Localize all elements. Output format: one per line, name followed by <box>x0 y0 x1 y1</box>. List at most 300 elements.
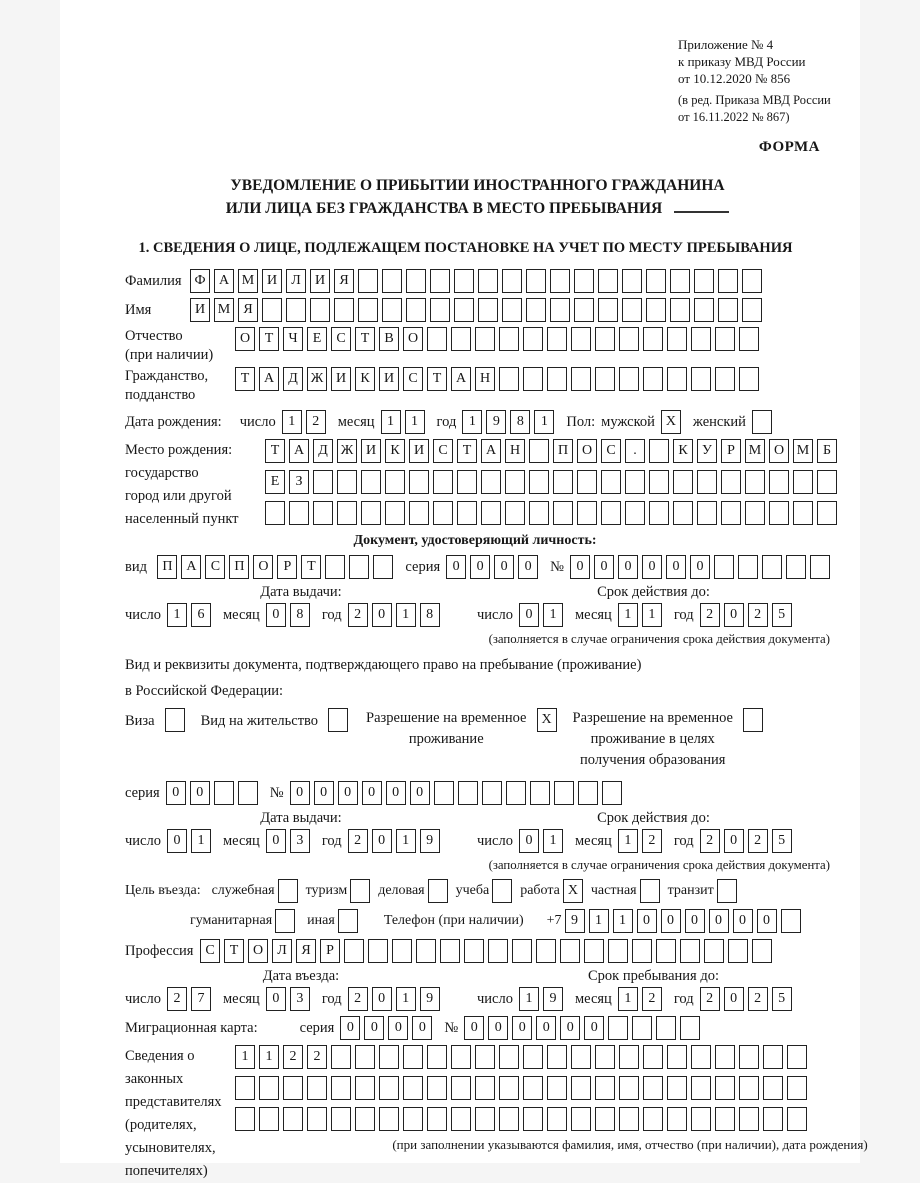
form-cell[interactable] <box>403 1107 423 1131</box>
form-cell[interactable]: К <box>673 439 693 463</box>
form-cell[interactable] <box>739 1076 759 1100</box>
form-cell[interactable] <box>571 1045 591 1069</box>
form-cell[interactable] <box>694 298 714 322</box>
form-cell[interactable] <box>427 1107 447 1131</box>
form-cell[interactable] <box>547 327 567 351</box>
form-cell[interactable]: 3 <box>290 987 310 1011</box>
form-cell[interactable] <box>608 1016 628 1040</box>
form-cell[interactable] <box>440 939 460 963</box>
form-cell[interactable] <box>403 1045 423 1069</box>
form-cell[interactable] <box>571 327 591 351</box>
form-cell[interactable] <box>571 1107 591 1131</box>
form-cell[interactable]: Я <box>238 298 258 322</box>
form-cell[interactable] <box>691 367 711 391</box>
form-cell[interactable]: 0 <box>637 909 657 933</box>
form-cell[interactable] <box>475 1076 495 1100</box>
form-cell[interactable]: 0 <box>584 1016 604 1040</box>
form-cell[interactable]: Ж <box>307 367 327 391</box>
form-cell[interactable] <box>745 501 765 525</box>
form-cell[interactable] <box>286 298 306 322</box>
form-cell[interactable] <box>595 1076 615 1100</box>
form-cell[interactable]: 0 <box>190 781 210 805</box>
form-cell[interactable]: 0 <box>372 829 392 853</box>
form-cell[interactable] <box>667 327 687 351</box>
form-cell[interactable] <box>595 367 615 391</box>
form-cell[interactable]: Р <box>721 439 741 463</box>
form-cell[interactable]: М <box>238 269 258 293</box>
form-cell[interactable] <box>602 781 622 805</box>
form-cell[interactable]: И <box>331 367 351 391</box>
form-cell[interactable]: 0 <box>518 555 538 579</box>
form-cell[interactable] <box>523 1107 543 1131</box>
form-cell[interactable] <box>691 1076 711 1100</box>
form-cell[interactable] <box>680 939 700 963</box>
form-cell[interactable] <box>739 1107 759 1131</box>
form-cell[interactable] <box>752 939 772 963</box>
form-cell[interactable] <box>643 1045 663 1069</box>
form-cell[interactable] <box>643 327 663 351</box>
form-cell[interactable]: И <box>190 298 210 322</box>
form-cell[interactable] <box>499 1076 519 1100</box>
form-cell[interactable]: А <box>214 269 234 293</box>
form-cell[interactable] <box>667 1107 687 1131</box>
purpose-humanitarian-checkbox[interactable] <box>275 909 295 933</box>
form-cell[interactable] <box>601 470 621 494</box>
form-cell[interactable] <box>526 269 546 293</box>
form-cell[interactable]: 1 <box>543 603 563 627</box>
form-cell[interactable] <box>344 939 364 963</box>
form-cell[interactable]: Р <box>277 555 297 579</box>
form-cell[interactable]: 6 <box>191 603 211 627</box>
form-cell[interactable] <box>649 501 669 525</box>
form-cell[interactable] <box>550 298 570 322</box>
form-cell[interactable]: 0 <box>642 555 662 579</box>
form-cell[interactable] <box>392 939 412 963</box>
form-cell[interactable] <box>458 781 478 805</box>
form-cell[interactable]: К <box>355 367 375 391</box>
female-checkbox[interactable] <box>752 410 772 434</box>
form-cell[interactable]: И <box>379 367 399 391</box>
form-cell[interactable] <box>262 298 282 322</box>
form-cell[interactable]: 1 <box>618 829 638 853</box>
form-cell[interactable] <box>550 269 570 293</box>
form-cell[interactable] <box>598 298 618 322</box>
form-cell[interactable] <box>574 269 594 293</box>
form-cell[interactable]: 2 <box>748 603 768 627</box>
form-cell[interactable]: 0 <box>338 781 358 805</box>
form-cell[interactable] <box>512 939 532 963</box>
form-cell[interactable]: 1 <box>618 987 638 1011</box>
form-cell[interactable]: 1 <box>259 1045 279 1069</box>
form-cell[interactable]: 0 <box>560 1016 580 1040</box>
form-cell[interactable] <box>646 298 666 322</box>
form-cell[interactable] <box>482 781 502 805</box>
form-cell[interactable]: 1 <box>534 410 554 434</box>
form-cell[interactable]: 9 <box>420 987 440 1011</box>
form-cell[interactable]: 0 <box>594 555 614 579</box>
form-cell[interactable] <box>632 1016 652 1040</box>
form-cell[interactable] <box>475 1045 495 1069</box>
form-cell[interactable]: 1 <box>282 410 302 434</box>
form-cell[interactable]: 0 <box>340 1016 360 1040</box>
form-cell[interactable] <box>457 470 477 494</box>
form-cell[interactable] <box>781 909 801 933</box>
form-cell[interactable]: 5 <box>772 829 792 853</box>
form-cell[interactable] <box>379 1076 399 1100</box>
form-cell[interactable] <box>670 298 690 322</box>
form-cell[interactable]: 0 <box>362 781 382 805</box>
form-cell[interactable] <box>406 298 426 322</box>
form-cell[interactable]: А <box>451 367 471 391</box>
form-cell[interactable] <box>656 939 676 963</box>
form-cell[interactable]: Т <box>427 367 447 391</box>
form-cell[interactable] <box>769 470 789 494</box>
form-cell[interactable] <box>577 501 597 525</box>
form-cell[interactable] <box>331 1076 351 1100</box>
rvp-education-checkbox[interactable] <box>743 708 763 732</box>
form-cell[interactable]: Н <box>505 439 525 463</box>
form-cell[interactable] <box>673 501 693 525</box>
form-cell[interactable]: Д <box>313 439 333 463</box>
male-checkbox[interactable]: X <box>661 410 681 434</box>
form-cell[interactable] <box>601 501 621 525</box>
form-cell[interactable]: 1 <box>519 987 539 1011</box>
form-cell[interactable] <box>307 1107 327 1131</box>
form-cell[interactable] <box>409 501 429 525</box>
form-cell[interactable] <box>619 1076 639 1100</box>
purpose-work-checkbox[interactable]: X <box>563 879 583 903</box>
form-cell[interactable]: 0 <box>290 781 310 805</box>
form-cell[interactable] <box>667 367 687 391</box>
form-cell[interactable] <box>331 1045 351 1069</box>
form-cell[interactable] <box>547 367 567 391</box>
form-cell[interactable] <box>625 470 645 494</box>
form-cell[interactable]: Ф <box>190 269 210 293</box>
form-cell[interactable]: 9 <box>543 987 563 1011</box>
form-cell[interactable] <box>547 1076 567 1100</box>
form-cell[interactable] <box>382 269 402 293</box>
form-cell[interactable]: 1 <box>396 829 416 853</box>
form-cell[interactable]: Д <box>283 367 303 391</box>
form-cell[interactable] <box>214 781 234 805</box>
form-cell[interactable] <box>697 470 717 494</box>
form-cell[interactable]: 0 <box>709 909 729 933</box>
form-cell[interactable] <box>523 327 543 351</box>
form-cell[interactable] <box>502 298 522 322</box>
form-cell[interactable] <box>577 470 597 494</box>
form-cell[interactable]: 7 <box>191 987 211 1011</box>
form-cell[interactable] <box>427 1045 447 1069</box>
form-cell[interactable]: 1 <box>618 603 638 627</box>
form-cell[interactable]: Я <box>296 939 316 963</box>
form-cell[interactable]: 0 <box>372 603 392 627</box>
form-cell[interactable]: 0 <box>166 781 186 805</box>
form-cell[interactable] <box>259 1076 279 1100</box>
form-cell[interactable] <box>529 501 549 525</box>
form-cell[interactable] <box>481 470 501 494</box>
form-cell[interactable]: 2 <box>642 829 662 853</box>
form-cell[interactable] <box>742 269 762 293</box>
form-cell[interactable]: А <box>259 367 279 391</box>
form-cell[interactable]: 5 <box>772 603 792 627</box>
form-cell[interactable] <box>427 1076 447 1100</box>
form-cell[interactable] <box>667 1076 687 1100</box>
form-cell[interactable] <box>704 939 724 963</box>
form-cell[interactable] <box>786 555 806 579</box>
form-cell[interactable] <box>553 501 573 525</box>
form-cell[interactable]: П <box>157 555 177 579</box>
form-cell[interactable]: Т <box>355 327 375 351</box>
form-cell[interactable]: З <box>289 470 309 494</box>
form-cell[interactable] <box>595 1107 615 1131</box>
purpose-business-checkbox[interactable] <box>428 879 448 903</box>
form-cell[interactable] <box>368 939 388 963</box>
form-cell[interactable]: О <box>577 439 597 463</box>
form-cell[interactable]: Ч <box>283 327 303 351</box>
form-cell[interactable] <box>433 470 453 494</box>
form-cell[interactable]: 0 <box>167 829 187 853</box>
form-cell[interactable]: О <box>248 939 268 963</box>
form-cell[interactable] <box>584 939 604 963</box>
form-cell[interactable]: 0 <box>266 987 286 1011</box>
form-cell[interactable] <box>505 501 525 525</box>
form-cell[interactable]: 1 <box>396 987 416 1011</box>
form-cell[interactable]: 1 <box>167 603 187 627</box>
form-cell[interactable] <box>738 555 758 579</box>
form-cell[interactable] <box>403 1076 423 1100</box>
form-cell[interactable] <box>625 501 645 525</box>
form-cell[interactable] <box>553 470 573 494</box>
form-cell[interactable] <box>481 501 501 525</box>
form-cell[interactable]: Е <box>265 470 285 494</box>
form-cell[interactable]: 8 <box>290 603 310 627</box>
form-cell[interactable]: Т <box>224 939 244 963</box>
form-cell[interactable]: 0 <box>364 1016 384 1040</box>
form-cell[interactable] <box>715 327 735 351</box>
form-cell[interactable] <box>762 555 782 579</box>
form-cell[interactable] <box>430 298 450 322</box>
form-cell[interactable] <box>313 501 333 525</box>
form-cell[interactable] <box>745 470 765 494</box>
form-cell[interactable]: 5 <box>772 987 792 1011</box>
form-cell[interactable] <box>433 501 453 525</box>
form-cell[interactable] <box>643 1107 663 1131</box>
form-cell[interactable] <box>331 1107 351 1131</box>
form-cell[interactable] <box>430 269 450 293</box>
form-cell[interactable] <box>721 470 741 494</box>
form-cell[interactable] <box>595 1045 615 1069</box>
form-cell[interactable] <box>670 269 690 293</box>
form-cell[interactable] <box>478 298 498 322</box>
form-cell[interactable] <box>454 298 474 322</box>
form-cell[interactable]: 9 <box>486 410 506 434</box>
form-cell[interactable] <box>464 939 484 963</box>
form-cell[interactable] <box>505 470 525 494</box>
form-cell[interactable]: 0 <box>733 909 753 933</box>
form-cell[interactable] <box>571 367 591 391</box>
form-cell[interactable] <box>361 470 381 494</box>
form-cell[interactable]: К <box>385 439 405 463</box>
form-cell[interactable]: О <box>769 439 789 463</box>
form-cell[interactable] <box>283 1107 303 1131</box>
form-cell[interactable]: 3 <box>290 829 310 853</box>
form-cell[interactable]: В <box>379 327 399 351</box>
form-cell[interactable]: 0 <box>410 781 430 805</box>
form-cell[interactable]: 1 <box>613 909 633 933</box>
form-cell[interactable]: Т <box>457 439 477 463</box>
form-cell[interactable] <box>385 470 405 494</box>
residence-permit-checkbox[interactable] <box>328 708 348 732</box>
form-cell[interactable] <box>739 327 759 351</box>
form-cell[interactable] <box>355 1107 375 1131</box>
form-cell[interactable] <box>499 1045 519 1069</box>
form-cell[interactable]: 2 <box>700 603 720 627</box>
form-cell[interactable] <box>358 269 378 293</box>
form-cell[interactable]: М <box>214 298 234 322</box>
form-cell[interactable] <box>235 1107 255 1131</box>
form-cell[interactable]: М <box>745 439 765 463</box>
form-cell[interactable] <box>715 367 735 391</box>
form-cell[interactable] <box>643 1076 663 1100</box>
form-cell[interactable]: 2 <box>700 987 720 1011</box>
form-cell[interactable] <box>358 298 378 322</box>
form-cell[interactable] <box>523 1076 543 1100</box>
form-cell[interactable]: 0 <box>412 1016 432 1040</box>
form-cell[interactable] <box>499 367 519 391</box>
purpose-transit-checkbox[interactable] <box>717 879 737 903</box>
form-cell[interactable]: 0 <box>386 781 406 805</box>
form-cell[interactable]: 0 <box>494 555 514 579</box>
form-cell[interactable] <box>235 1076 255 1100</box>
form-cell[interactable]: 0 <box>661 909 681 933</box>
form-cell[interactable] <box>529 439 549 463</box>
form-cell[interactable] <box>265 501 285 525</box>
form-cell[interactable] <box>608 939 628 963</box>
form-cell[interactable] <box>379 1107 399 1131</box>
form-cell[interactable]: 2 <box>167 987 187 1011</box>
form-cell[interactable] <box>578 781 598 805</box>
form-cell[interactable]: С <box>200 939 220 963</box>
form-cell[interactable]: Л <box>286 269 306 293</box>
form-cell[interactable]: 0 <box>536 1016 556 1040</box>
form-cell[interactable]: Р <box>320 939 340 963</box>
form-cell[interactable]: 1 <box>462 410 482 434</box>
form-cell[interactable]: 2 <box>748 829 768 853</box>
form-cell[interactable]: А <box>181 555 201 579</box>
form-cell[interactable] <box>787 1045 807 1069</box>
form-cell[interactable]: 2 <box>348 603 368 627</box>
form-cell[interactable] <box>547 1107 567 1131</box>
form-cell[interactable]: 2 <box>700 829 720 853</box>
form-cell[interactable]: 9 <box>565 909 585 933</box>
rvp-checkbox[interactable]: X <box>537 708 557 732</box>
form-cell[interactable] <box>793 501 813 525</box>
form-cell[interactable] <box>289 501 309 525</box>
form-cell[interactable]: 0 <box>519 829 539 853</box>
form-cell[interactable] <box>787 1107 807 1131</box>
form-cell[interactable] <box>325 555 345 579</box>
form-cell[interactable] <box>787 1076 807 1100</box>
form-cell[interactable]: 0 <box>519 603 539 627</box>
form-cell[interactable]: П <box>229 555 249 579</box>
purpose-study-checkbox[interactable] <box>492 879 512 903</box>
form-cell[interactable]: Л <box>272 939 292 963</box>
form-cell[interactable] <box>656 1016 676 1040</box>
form-cell[interactable] <box>632 939 652 963</box>
form-cell[interactable] <box>793 470 813 494</box>
form-cell[interactable] <box>718 269 738 293</box>
form-cell[interactable]: У <box>697 439 717 463</box>
form-cell[interactable] <box>728 939 748 963</box>
form-cell[interactable] <box>499 327 519 351</box>
form-cell[interactable]: Ж <box>337 439 357 463</box>
purpose-tourism-checkbox[interactable] <box>350 879 370 903</box>
form-cell[interactable]: . <box>625 439 645 463</box>
form-cell[interactable] <box>409 470 429 494</box>
form-cell[interactable] <box>502 269 522 293</box>
form-cell[interactable] <box>355 1045 375 1069</box>
form-cell[interactable] <box>337 501 357 525</box>
form-cell[interactable]: 2 <box>283 1045 303 1069</box>
form-cell[interactable] <box>571 1076 591 1100</box>
form-cell[interactable] <box>313 470 333 494</box>
form-cell[interactable]: 0 <box>570 555 590 579</box>
form-cell[interactable]: 0 <box>388 1016 408 1040</box>
form-cell[interactable] <box>361 501 381 525</box>
form-cell[interactable]: 8 <box>510 410 530 434</box>
form-cell[interactable]: 0 <box>512 1016 532 1040</box>
form-cell[interactable] <box>694 269 714 293</box>
form-cell[interactable] <box>523 1045 543 1069</box>
form-cell[interactable] <box>691 1045 711 1069</box>
form-cell[interactable]: 2 <box>748 987 768 1011</box>
form-cell[interactable] <box>691 1107 711 1131</box>
form-cell[interactable] <box>643 367 663 391</box>
form-cell[interactable] <box>382 298 402 322</box>
form-cell[interactable] <box>355 1076 375 1100</box>
form-cell[interactable] <box>529 470 549 494</box>
form-cell[interactable] <box>373 555 393 579</box>
form-cell[interactable]: 0 <box>690 555 710 579</box>
form-cell[interactable] <box>283 1076 303 1100</box>
purpose-official-checkbox[interactable] <box>278 879 298 903</box>
form-cell[interactable] <box>434 781 454 805</box>
form-cell[interactable] <box>379 1045 399 1069</box>
form-cell[interactable]: 1 <box>589 909 609 933</box>
form-cell[interactable] <box>307 1076 327 1100</box>
form-cell[interactable] <box>622 269 642 293</box>
form-cell[interactable] <box>451 1107 471 1131</box>
form-cell[interactable] <box>454 269 474 293</box>
form-cell[interactable] <box>530 781 550 805</box>
purpose-private-checkbox[interactable] <box>640 879 660 903</box>
form-cell[interactable]: 0 <box>266 829 286 853</box>
form-cell[interactable] <box>619 367 639 391</box>
form-cell[interactable] <box>259 1107 279 1131</box>
form-cell[interactable] <box>451 327 471 351</box>
form-cell[interactable]: Б <box>817 439 837 463</box>
form-cell[interactable] <box>619 327 639 351</box>
form-cell[interactable]: Е <box>307 327 327 351</box>
form-cell[interactable]: С <box>205 555 225 579</box>
form-cell[interactable] <box>680 1016 700 1040</box>
form-cell[interactable]: 0 <box>618 555 638 579</box>
form-cell[interactable] <box>560 939 580 963</box>
form-cell[interactable] <box>721 501 741 525</box>
form-cell[interactable] <box>667 1045 687 1069</box>
form-cell[interactable] <box>416 939 436 963</box>
form-cell[interactable] <box>499 1107 519 1131</box>
